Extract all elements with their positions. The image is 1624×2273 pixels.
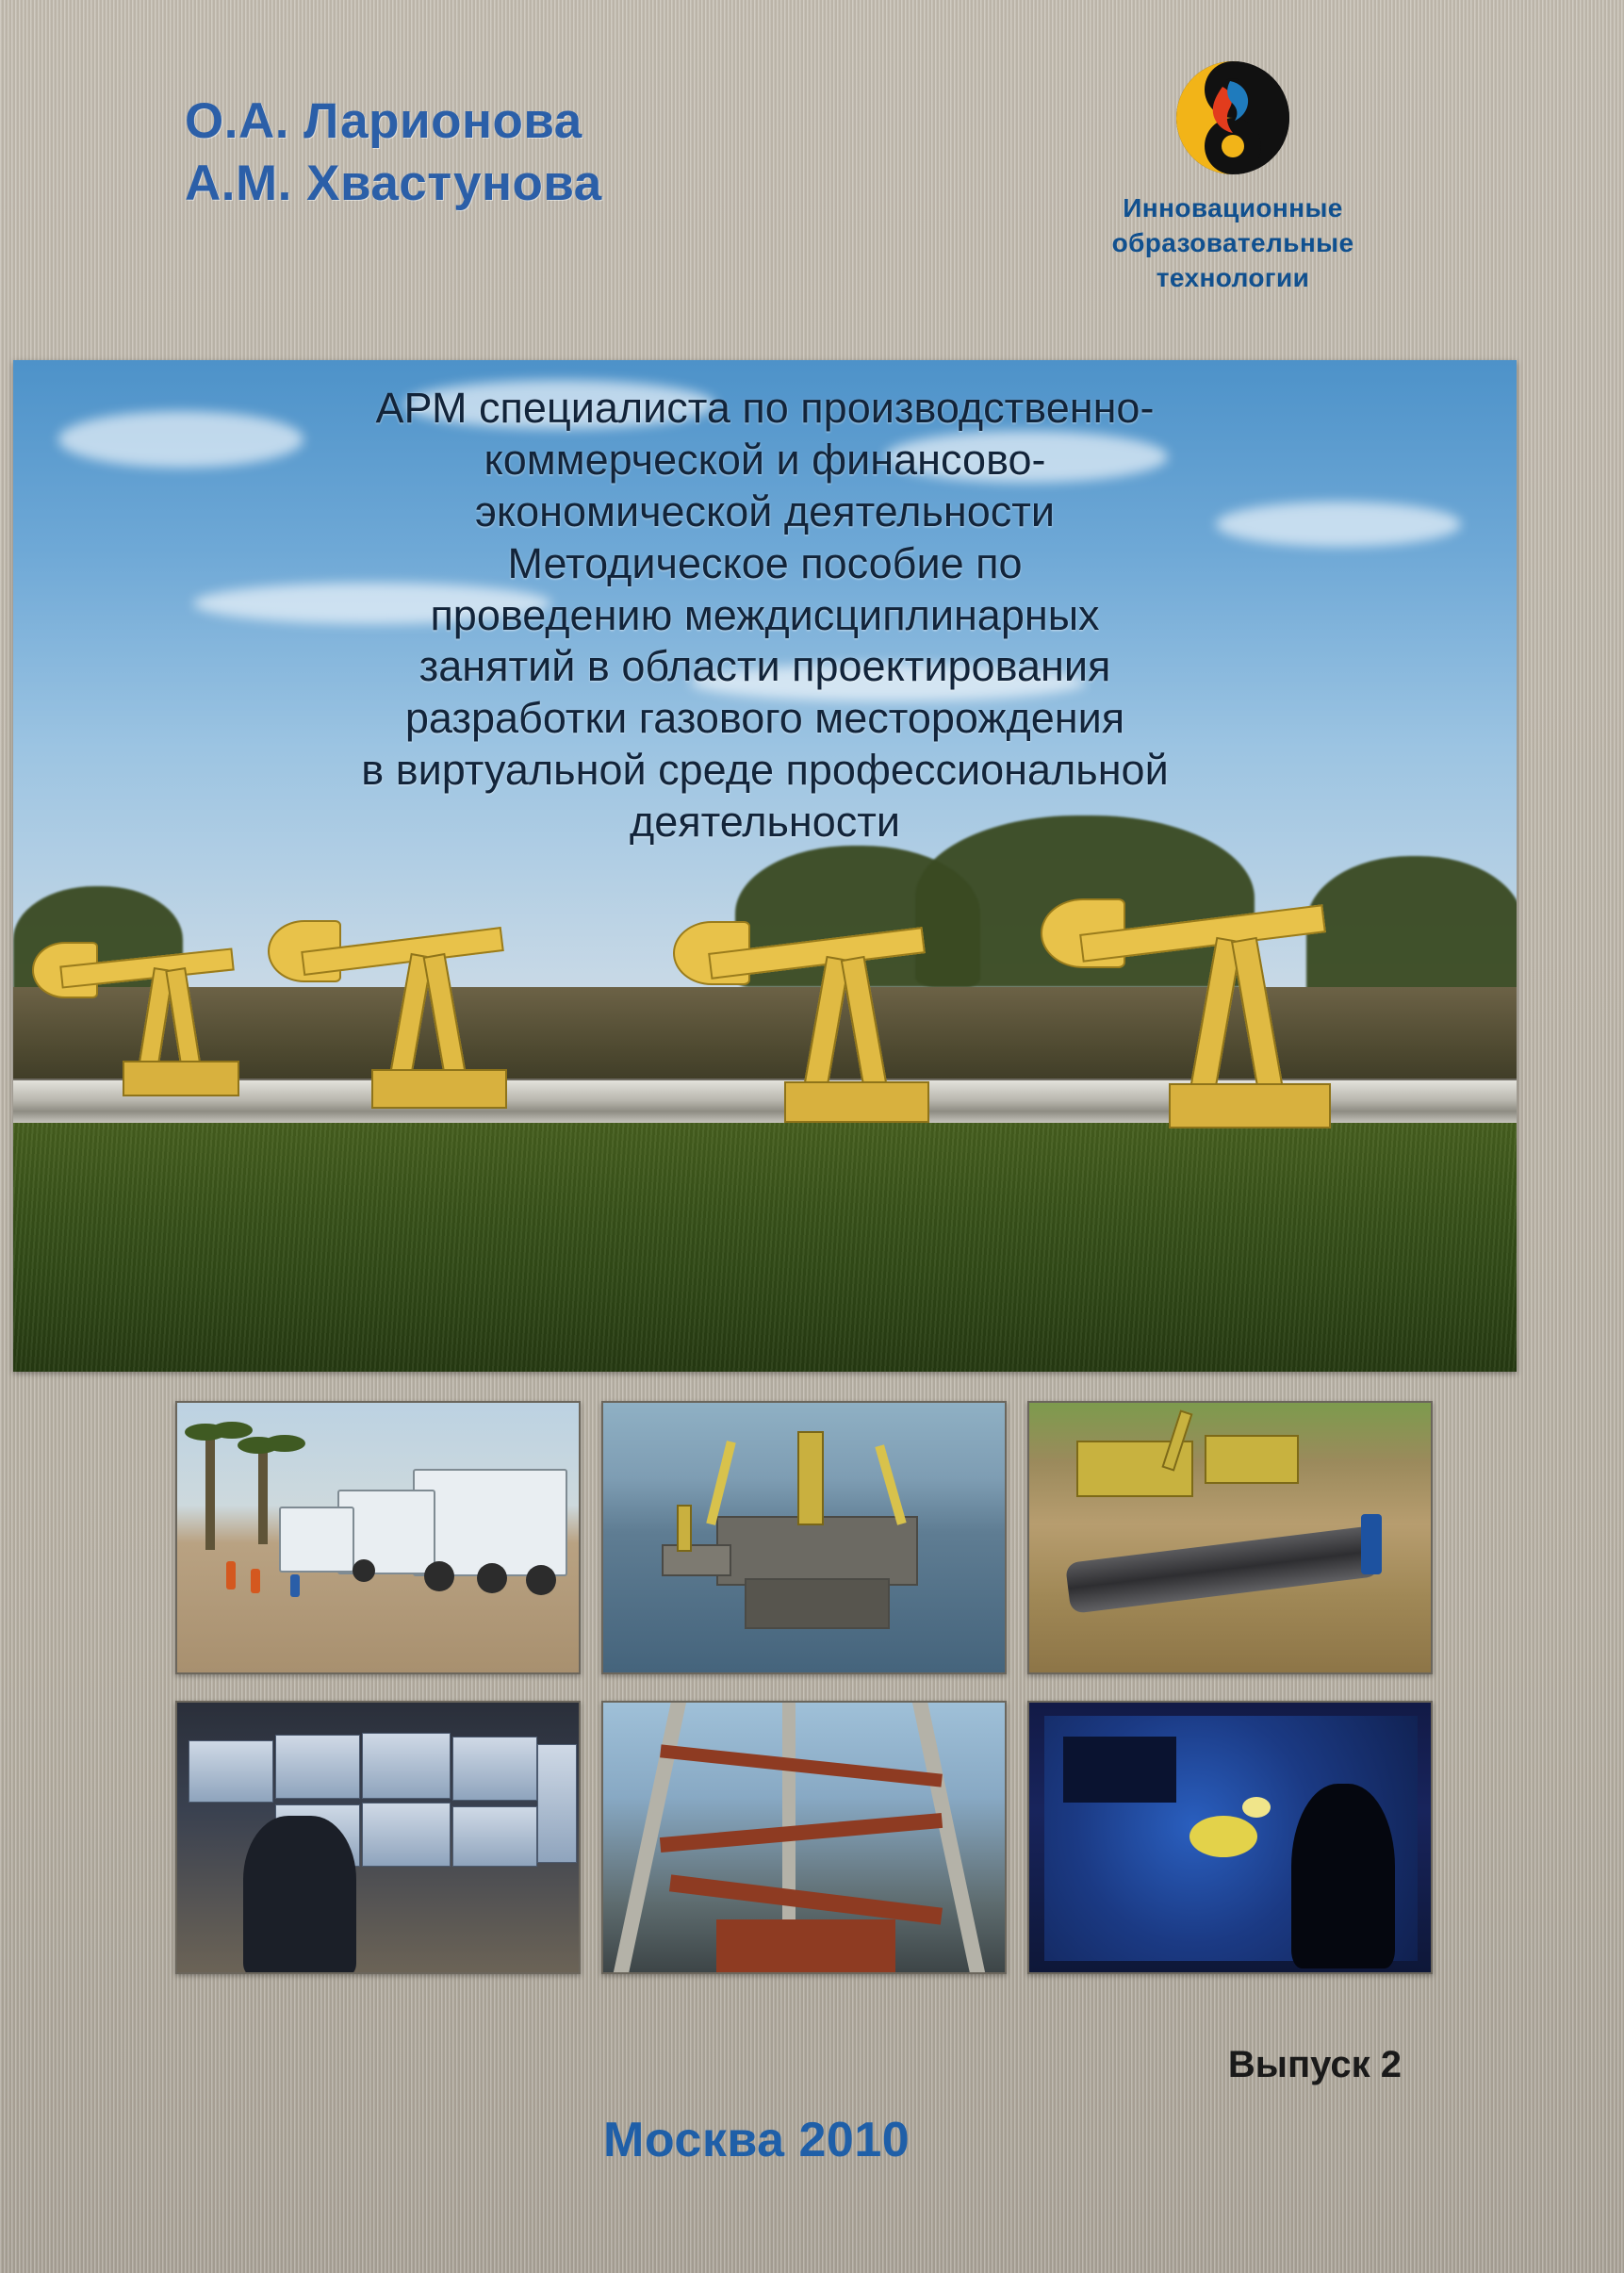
grass-foreground <box>13 1123 1517 1372</box>
pumpjack <box>1041 893 1352 1128</box>
title-line-9: деятельности <box>629 798 901 847</box>
logo-caption-line-2: образовательные <box>1111 228 1354 258</box>
photo-truck-convoy <box>175 1401 581 1674</box>
photo-grid <box>175 1401 1429 1974</box>
city-and-year: Москва 2010 <box>603 2113 910 2167</box>
author-name-2: А.М. Хвастунова <box>185 155 602 211</box>
flame-yin-yang-logo-icon <box>1173 58 1292 177</box>
title-line-7: разработки газового месторождения <box>404 694 1125 743</box>
logo-caption-line-3: технологии <box>1156 263 1310 293</box>
photo-control-room <box>175 1701 581 1974</box>
title-line-1: АРМ специалиста по производственно- <box>375 384 1155 432</box>
title-line-5: проведению междисциплинарных <box>430 590 1100 639</box>
title-line-2: коммерческой и финансово- <box>484 435 1046 484</box>
title-line-3: экономической деятельности <box>474 486 1056 535</box>
book-title <box>13 383 1517 848</box>
issue-number: Выпуск 2 <box>1227 2044 1402 2085</box>
title-line-4: Методическое пособие по <box>507 538 1023 587</box>
photo-offshore-platform <box>601 1401 1007 1674</box>
hero-photo-oilfield <box>13 360 1517 1372</box>
photo-seismic-display <box>1027 1701 1433 1974</box>
authors-block <box>185 91 602 214</box>
pumpjack <box>673 912 946 1119</box>
logo-caption-line-1: Инновационные <box>1123 193 1343 222</box>
pumpjack <box>268 911 522 1109</box>
author-name-1: О.А. Ларионова <box>185 93 582 149</box>
title-line-8: в виртуальной среде профессиональной <box>361 746 1169 795</box>
photo-pipeline-trench <box>1027 1401 1433 1674</box>
pumpjack <box>32 919 249 1098</box>
title-line-6: занятий в области проектирования <box>418 642 1111 691</box>
publisher-logo-block <box>988 58 1478 296</box>
photo-derrick <box>601 1701 1007 1974</box>
publisher-logo-caption <box>988 190 1478 296</box>
